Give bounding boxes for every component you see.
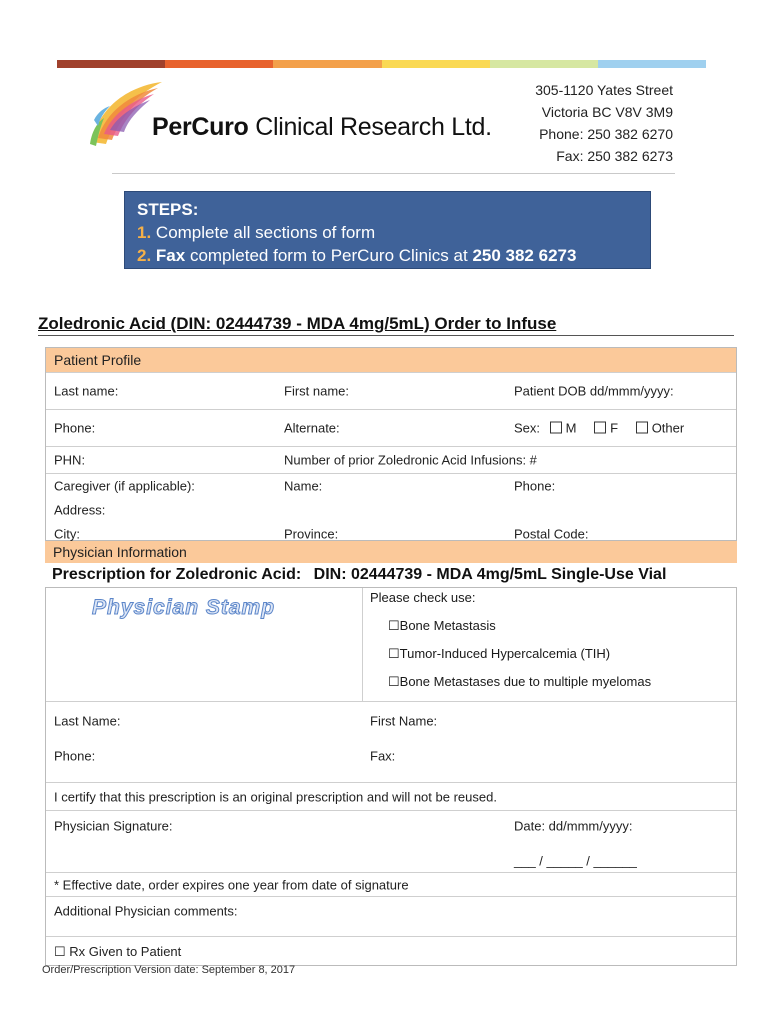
use-myeloma-option[interactable]: ☐Bone Metastases due to multiple myelomas: [388, 674, 652, 689]
physician-fax-field[interactable]: Fax:: [370, 748, 396, 764]
physician-first-name-field[interactable]: First Name:: [370, 713, 438, 728]
color-bar-segment: [273, 60, 381, 68]
sex-m-label: M: [565, 420, 577, 436]
dob-field[interactable]: Patient DOB dd/mmm/yyyy:: [514, 383, 674, 399]
physician-section: [45, 587, 737, 966]
sex-f-label: F: [610, 420, 619, 436]
step-2-text: completed form to PerCuro Clinics at: [185, 246, 473, 265]
use-tih-option[interactable]: ☐Tumor-Induced Hypercalcemia (TIH): [388, 646, 611, 661]
sex-f-checkbox[interactable]: [594, 422, 606, 434]
patient-profile-header: Patient Profile: [46, 348, 736, 372]
physician-info-header: Physician Information: [45, 541, 737, 563]
effective-note: * Effective date, order expires one year from date of signature: [54, 877, 409, 893]
prescription-line: [52, 566, 666, 584]
signature-row: [46, 810, 736, 873]
phone-field[interactable]: Phone:: [54, 420, 96, 436]
prescription-label: Prescription for Zoledronic Acid:: [52, 566, 302, 583]
patient-row-address: [46, 498, 736, 522]
prescription-din: DIN: 02444739 - MDA 4mg/5mL Single-Use Vial: [313, 566, 667, 583]
check-use-label: Please check use:: [370, 590, 476, 605]
comments-row: [46, 896, 736, 937]
color-bar-segment: [490, 60, 598, 68]
caregiver-phone-field[interactable]: Phone:: [514, 478, 556, 494]
postal-code-field[interactable]: Postal Code:: [514, 526, 589, 542]
physician-comments-field[interactable]: Additional Physician comments:: [54, 903, 238, 919]
address-line2: Victoria BC V8V 3M9: [541, 104, 673, 120]
step-1: [137, 221, 638, 244]
step-2-fax: 250 382 6273: [472, 246, 577, 265]
sex-m-checkbox[interactable]: [550, 422, 562, 434]
form-title: Zoledronic Acid (DIN: 02444739 - MDA 4mg/5mL) Order to Infuse: [38, 314, 557, 333]
step-1-number: 1.: [137, 223, 152, 242]
address-phone: Phone: 250 382 6270: [539, 126, 673, 142]
certify-row: [46, 782, 736, 811]
company-address: [535, 79, 673, 167]
company-name-part1: PerCuro: [152, 113, 249, 141]
certify-statement: I certify that this prescription is an original prescription and will not be reused.: [54, 789, 497, 805]
patient-row-caregiver: [46, 473, 736, 498]
header-color-bar: [57, 60, 706, 68]
color-bar-segment: [382, 60, 490, 68]
rx-given-checkbox[interactable]: ☐ Rx Given to Patient: [54, 943, 182, 959]
last-name-field[interactable]: Last name:: [54, 383, 119, 399]
header-divider: [112, 173, 675, 174]
version-footer: Order/Prescription Version date: September 8, 2017: [42, 964, 296, 976]
city-field[interactable]: City:: [54, 526, 80, 542]
alternate-phone-field[interactable]: Alternate:: [284, 420, 340, 436]
physician-row-names: [46, 701, 736, 739]
signature-date-label: Date: dd/mmm/yyyy:: [514, 818, 633, 834]
effective-row: [46, 872, 736, 897]
patient-row-phone: [46, 409, 736, 446]
color-bar-segment: [165, 60, 273, 68]
step-1-text: Complete all sections of form: [151, 223, 376, 242]
stamp-divider: [362, 588, 363, 701]
signature-date-field[interactable]: ___ / _____ / ______: [514, 853, 637, 869]
address-fax: Fax: 250 382 6273: [556, 148, 673, 164]
color-bar-segment: [598, 60, 706, 68]
patient-row-phn: [46, 446, 736, 473]
physician-last-name-field[interactable]: Last Name:: [54, 713, 121, 728]
company-name: [152, 113, 492, 142]
steps-heading: STEPS:: [137, 200, 199, 219]
physician-phone-field[interactable]: Phone:: [54, 748, 96, 764]
use-bone-metastasis-option[interactable]: ☐Bone Metastasis: [388, 618, 496, 633]
company-name-part2: Clinical Research Ltd.: [248, 113, 492, 141]
sex-label: Sex:: [514, 420, 541, 436]
sex-other-checkbox[interactable]: [636, 422, 648, 434]
phn-field[interactable]: PHN:: [54, 452, 86, 468]
province-field[interactable]: Province:: [284, 526, 339, 542]
caregiver-name-field[interactable]: Name:: [284, 478, 323, 494]
steps-box: [124, 191, 651, 269]
rx-given-row: [46, 936, 736, 966]
address-field[interactable]: Address:: [54, 502, 106, 518]
sex-field: [514, 421, 684, 436]
physician-stamp-area[interactable]: Physician Stamp: [92, 596, 276, 619]
patient-profile-section: [45, 347, 737, 541]
step-2-bold: Fax: [151, 246, 186, 265]
step-2-number: 2.: [137, 246, 152, 265]
physician-signature-field[interactable]: Physician Signature:: [54, 818, 173, 834]
address-line1: 305-1120 Yates Street: [535, 82, 673, 98]
color-bar-segment: [57, 60, 165, 68]
patient-row-names: [46, 372, 736, 409]
title-rule: [38, 335, 734, 336]
sex-other-label: Other: [651, 420, 685, 436]
first-name-field[interactable]: First name:: [284, 383, 350, 399]
prior-infusions-field[interactable]: Number of prior Zoledronic Acid Infusions: #: [284, 452, 537, 468]
step-2: [137, 244, 638, 267]
physician-row-phone: [46, 738, 736, 782]
caregiver-field[interactable]: Caregiver (if applicable):: [54, 478, 195, 494]
